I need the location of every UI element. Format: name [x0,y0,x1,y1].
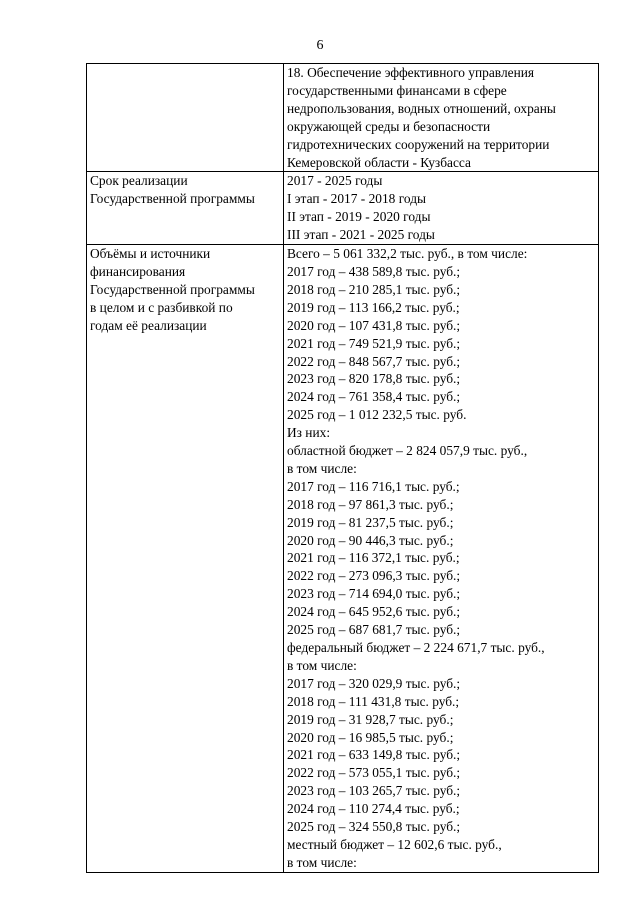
value-line: 2024 год – 645 952,6 тыс. руб.; [287,604,461,620]
value-cell [284,64,599,172]
value-line: 2020 год – 16 985,5 тыс. руб.; [287,729,454,745]
value-line: 2023 год – 820 178,8 тыс. руб.; [287,371,461,387]
row-program-goal-item [87,64,599,172]
value-line: Из них: [287,425,331,441]
label-line: финансирования [90,263,186,279]
value-line: Всего – 5 061 332,2 тыс. руб., в том числе: [287,246,528,262]
label-line: Срок реализации [90,173,188,189]
row-implementation-period [87,172,599,245]
program-passport-table [86,63,599,873]
value-line: 2020 год – 107 431,8 тыс. руб.; [287,317,461,333]
value-line: 2022 год – 273 096,3 тыс. руб.; [287,568,461,584]
value-line: 2021 год – 116 372,1 тыс. руб.; [287,550,460,566]
value-line: в том числе: [287,460,357,476]
value-line: Кемеровской области - Кузбасса [287,154,471,170]
value-line: 2025 год – 1 012 232,5 тыс. руб. [287,407,467,423]
value-line: II этап - 2019 - 2020 годы [287,209,431,225]
value-line: 2019 год – 31 928,7 тыс. руб.; [287,711,454,727]
value-line: I этап - 2017 - 2018 годы [287,191,426,207]
value-line: окружающей среды и безопасности [287,118,491,134]
value-line: федеральный бюджет – 2 224 671,7 тыс. руб., [287,640,545,655]
value-line: 2018 год – 111 431,8 тыс. руб.; [287,693,460,709]
value-line: в том числе: [287,854,357,870]
label-line: Государственной программы [90,191,255,207]
label-line: Объёмы и источники [90,246,211,262]
value-line: 2022 год – 848 567,7 тыс. руб.; [287,353,461,369]
row-financing-volumes [87,245,599,873]
value-line: 2022 год – 573 055,1 тыс. руб.; [287,765,461,781]
value-line: 2019 год – 113 166,2 тыс. руб.; [287,299,460,315]
value-line: 2023 год – 714 694,0 тыс. руб.; [287,586,461,602]
value-line: III этап - 2021 - 2025 годы [287,227,435,243]
value-cell [284,245,599,873]
value-line: областной бюджет – 2 824 057,9 тыс. руб., [287,443,528,459]
value-line: 18. Обеспечение эффективного управления [287,65,535,80]
value-line: 2017 год – 116 716,1 тыс. руб.; [287,478,460,494]
value-cell [284,172,599,245]
value-line: 2020 год – 90 446,3 тыс. руб.; [287,532,454,548]
value-line: 2024 год – 761 358,4 тыс. руб.; [287,389,461,405]
label-cell [87,64,284,172]
value-line: государственными финансами в сфере [287,82,507,98]
value-line: 2018 год – 210 285,1 тыс. руб.; [287,281,461,297]
label-cell [87,172,284,245]
value-line: 2025 год – 687 681,7 тыс. руб.; [287,622,461,638]
value-line: 2021 год – 749 521,9 тыс. руб.; [287,335,461,351]
label-cell [87,245,284,873]
value-line: местный бюджет – 12 602,6 тыс. руб., [287,836,502,852]
label-line: годам её реализации [90,317,207,333]
table-body [87,64,599,873]
page-number: 6 [316,38,324,53]
value-line: 2021 год – 633 149,8 тыс. руб.; [287,747,461,763]
value-line: 2023 год – 103 265,7 тыс. руб.; [287,783,461,799]
value-line: 2018 год – 97 861,3 тыс. руб.; [287,496,454,512]
value-line: 2019 год – 81 237,5 тыс. руб.; [287,514,454,530]
label-line: Государственной программы [90,281,255,297]
value-line: гидротехнических сооружений на территории [287,136,550,152]
value-line: 2017 год – 320 029,9 тыс. руб.; [287,675,461,691]
value-line: 2017 год – 438 589,8 тыс. руб.; [287,263,461,279]
value-line: в том числе: [287,657,357,673]
value-line: 2024 год – 110 274,4 тыс. руб.; [287,801,460,817]
value-line: 2025 год – 324 550,8 тыс. руб.; [287,819,461,835]
value-line: недропользования, водных отношений, охраны [287,100,556,116]
label-line: в целом и с разбивкой по [90,299,233,315]
value-line: 2017 - 2025 годы [287,173,383,189]
